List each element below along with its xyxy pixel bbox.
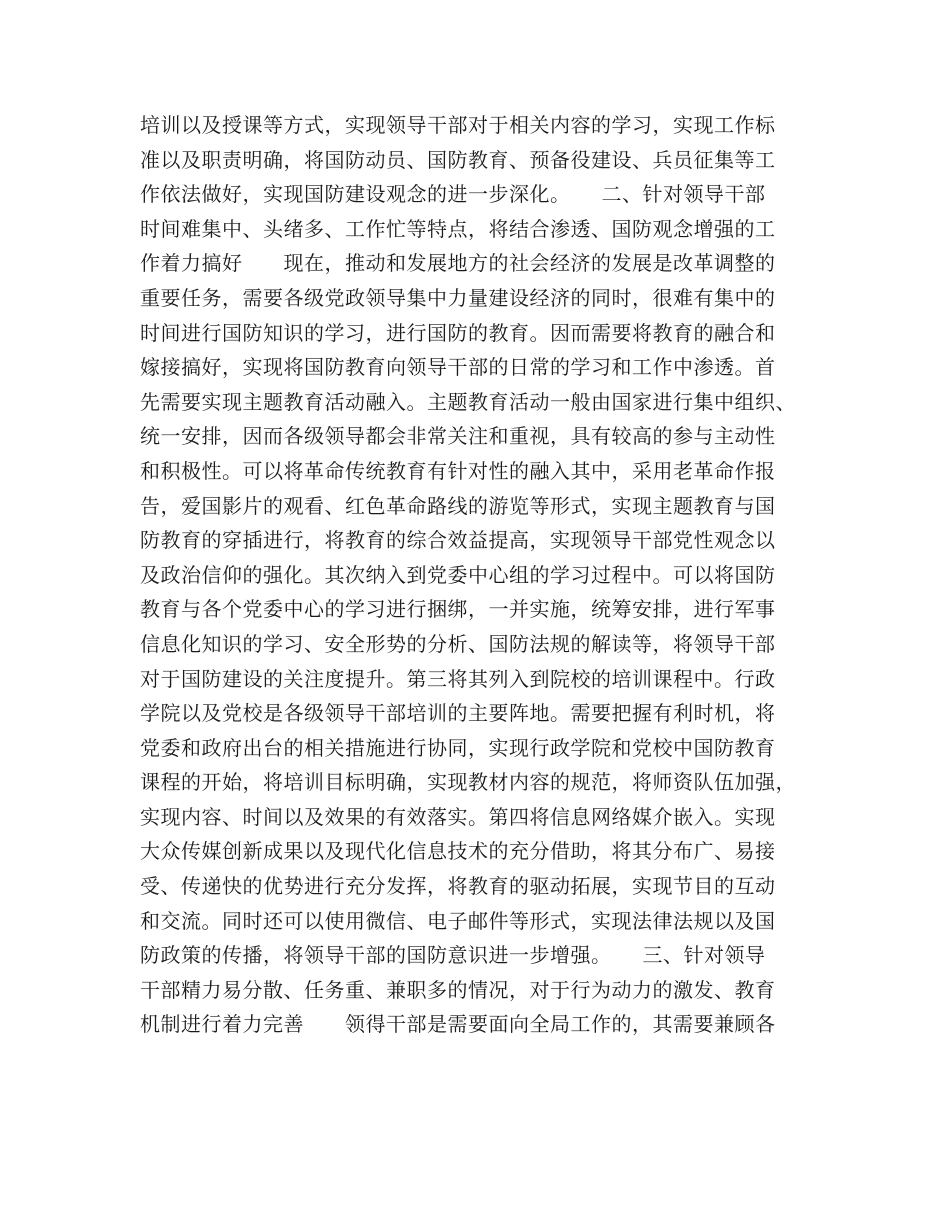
text-line: 准以及职责明确，将国防动员、国防教育、预备役建设、兵员征集等工 [140,147,776,172]
text-line: 实现内容、时间以及效果的有效落实。第四将信息网络媒介嵌入。实现 [140,804,776,829]
text-line: 嫁接搞好，实现将国防教育向领导干部的日常的学习和工作中渗透。首 [140,355,776,380]
text-line: 及政治信仰的强化。其次纳入到党委中心组的学习过程中。可以将国防 [140,562,776,587]
text-line: 时间进行国防知识的学习，进行国防的教育。因而需要将教育的融合和 [140,320,776,345]
text-line: 受、传递快的优势进行充分发挥，将教育的驱动拓展，实现节目的互动 [140,874,776,899]
text-line: 培训以及授课等方式，实现领导干部对于相关内容的学习，实现工作标 [140,113,776,137]
text-line: 重要任务，需要各级党政领导集中力量建设经济的同时，很难有集中的 [140,285,776,310]
text-line: 时间难集中、头绪多、工作忙等特点，将结合渗透、国防观念增强的工 [140,216,776,241]
text-line: 教育与各个党委中心的学习进行捆绑，一并实施，统筹安排，进行军事 [140,597,776,622]
text-line: 信息化知识的学习、安全形势的分析、国防法规的解读等，将领导干部 [140,631,776,656]
text-line: 课程的开始，将培训目标明确，实现教材内容的规范，将师资队伍加强， [140,770,796,795]
text-line: 告，爱国影片的观看、红色革命路线的游览等形式，实现主题教育与国 [140,493,776,518]
text-line: 对于国防建设的关注度提升。第三将其列入到院校的培训课程中。行政 [140,666,776,691]
text-line: 机制进行着力完善 领得干部是需要面向全局工作的，其需要兼顾各 [140,1012,776,1037]
text-line: 干部精力易分散、任务重、兼职多的情况，对于行为动力的激发、教育 [140,977,776,1002]
text-line: 和积极性。可以将革命传统教育有针对性的融入其中，采用老革命作报 [140,458,776,483]
text-line: 大众传媒创新成果以及现代化信息技术的充分借助，将其分布广、易接 [140,839,776,864]
text-line: 防教育的穿插进行，将教育的综合效益提高，实现领导干部党性观念以 [140,528,776,553]
text-line: 统一安排，因而各级领导都会非常关注和重视，具有较高的参与主动性 [140,424,776,449]
text-line: 和交流。同时还可以使用微信、电子邮件等形式，实现法律法规以及国 [140,908,776,933]
text-line: 防政策的传播，将领导干部的国防意识进一步增强。 三、针对领导 [140,943,766,968]
text-line: 党委和政府出台的相关措施进行协同，实现行政学院和党校中国防教育 [140,735,776,760]
text-line: 先需要实现主题教育活动融入。主题教育活动一般由国家进行集中组织、 [140,389,796,414]
text-line: 学院以及党校是各级领导干部培训的主要阵地。需要把握有利时机，将 [140,701,776,726]
body-text [140,108,820,1042]
text-line: 作着力搞好 现在，推动和发展地方的社会经济的发展是改革调整的 [140,251,776,276]
text-line: 作依法做好，实现国防建设观念的进一步深化。 二、针对领导干部 [140,182,766,207]
